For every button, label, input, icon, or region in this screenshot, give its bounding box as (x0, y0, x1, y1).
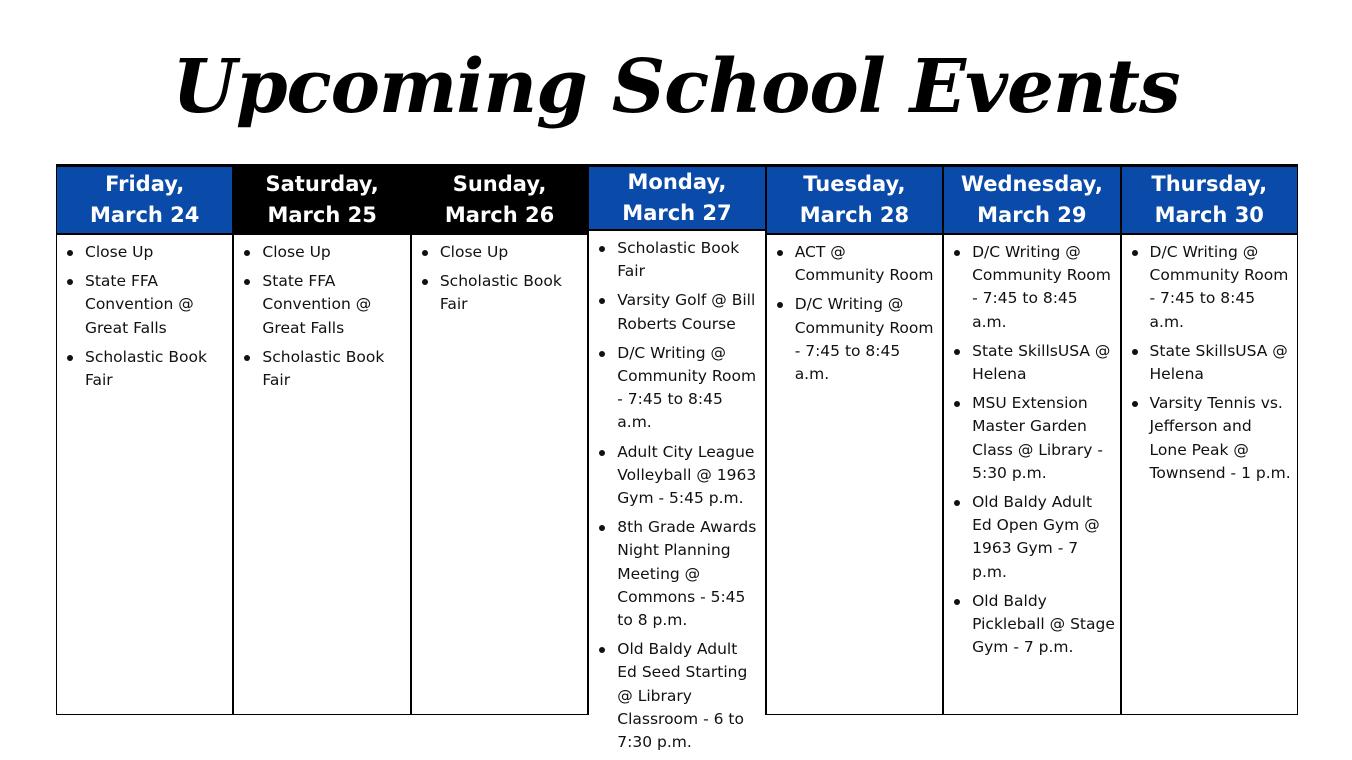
day-date: March 25 (267, 203, 377, 227)
event-list (234, 235, 409, 714)
event-item: Close Up (57, 241, 232, 264)
day-header (412, 165, 587, 235)
day-header (589, 165, 764, 231)
event-item: Scholastic Book Fair (412, 270, 587, 316)
day-date: March 26 (444, 203, 555, 227)
event-list (1122, 235, 1297, 714)
event-item: D/C Writing @ Community Room - 7:45 to 8:45 a.m. (1122, 241, 1297, 334)
event-item: Old Baldy Adult Ed Seed Starting @ Library Classroom - 6 to 7:30 p.m. (589, 638, 764, 754)
event-item: Close Up (234, 241, 409, 264)
day-name: Tuesday, (803, 172, 906, 196)
day-column-sunday (412, 165, 589, 714)
event-item: D/C Writing @ Community Room - 7:45 to 8:45 a.m. (767, 293, 942, 386)
event-item: Old Baldy Adult Ed Open Gym @ 1963 Gym - 7 p.m. (944, 491, 1119, 584)
event-item: Scholastic Book Fair (234, 346, 409, 392)
day-name: Friday, (105, 172, 185, 196)
event-item: D/C Writing @ Community Room - 7:45 to 8:45 a.m. (944, 241, 1119, 334)
day-name: Monday, (627, 170, 727, 194)
day-column-saturday (234, 165, 411, 714)
day-date: March 27 (622, 201, 732, 225)
day-column-monday (589, 165, 766, 752)
event-item: Scholastic Book Fair (589, 237, 764, 283)
day-name: Saturday, (265, 172, 379, 196)
day-date: March 28 (799, 203, 910, 227)
event-item: State SkillsUSA @ Helena (944, 340, 1119, 386)
day-date: March 24 (90, 203, 200, 227)
event-item: State FFA Convention @ Great Falls (57, 270, 232, 340)
event-item: State SkillsUSA @ Helena (1122, 340, 1297, 386)
event-list (57, 235, 232, 714)
day-header (234, 165, 409, 235)
page-title: Upcoming School Events (172, 44, 1180, 130)
day-name: Thursday, (1151, 172, 1268, 196)
event-list (412, 235, 587, 714)
event-item: State FFA Convention @ Great Falls (234, 270, 409, 340)
day-column-wednesday (944, 165, 1121, 714)
event-item: ACT @ Community Room (767, 241, 942, 287)
event-item: Varsity Tennis vs. Jefferson and Lone Peak @ Townsend - 1 p.m. (1122, 392, 1297, 485)
day-column-friday (57, 165, 234, 714)
event-list (589, 231, 764, 760)
event-item: Scholastic Book Fair (57, 346, 232, 392)
event-list (767, 235, 942, 714)
day-name: Wednesday, (960, 172, 1103, 196)
event-item: Old Baldy Pickleball @ Stage Gym - 7 p.m. (944, 590, 1119, 660)
day-header (1122, 165, 1297, 235)
event-item: Varsity Golf @ Bill Roberts Course (589, 289, 764, 335)
event-list (944, 235, 1119, 714)
event-item: 8th Grade Awards Night Planning Meeting @ Commons - 5:45 to 8 p.m. (589, 516, 764, 632)
day-column-thursday (1122, 165, 1297, 714)
day-header (57, 165, 232, 235)
day-date: March 29 (977, 203, 1087, 227)
day-header (944, 165, 1119, 235)
event-item: Adult City League Volleyball @ 1963 Gym - 5:45 p.m. (589, 441, 764, 511)
event-item: MSU Extension Master Garden Class @ Library - 5:30 p.m. (944, 392, 1119, 485)
day-column-tuesday (767, 165, 944, 714)
day-name: Sunday, (452, 172, 547, 196)
event-item: D/C Writing @ Community Room - 7:45 to 8:45 a.m. (589, 342, 764, 435)
day-header (767, 165, 942, 235)
day-date: March 30 (1154, 203, 1264, 227)
events-schedule (56, 164, 1298, 752)
event-item: Close Up (412, 241, 587, 264)
